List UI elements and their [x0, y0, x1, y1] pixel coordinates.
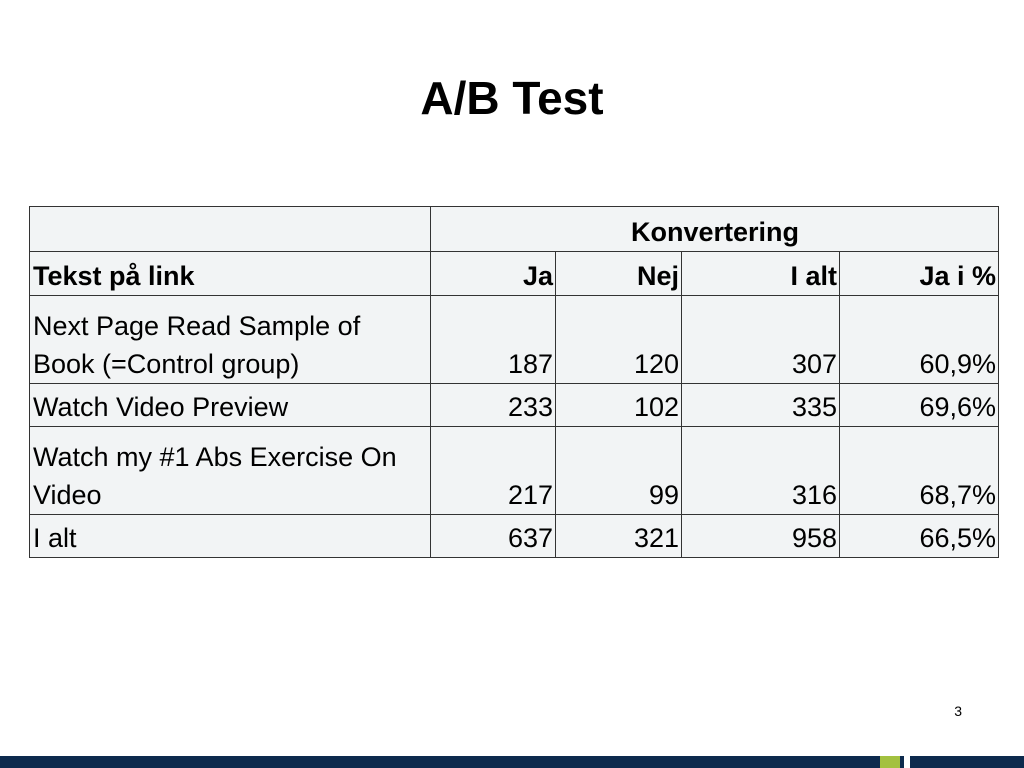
cell-i-alt: 307 — [682, 296, 840, 384]
row-label: Next Page Read Sample of Book (=Control group) — [30, 296, 431, 384]
cell-ja-pct: 60,9% — [840, 296, 999, 384]
group-header-konvertering: Konvertering — [431, 207, 999, 252]
footer-accent-square — [880, 756, 900, 768]
ab-test-table — [29, 206, 999, 558]
table-row — [30, 384, 999, 427]
column-header-ja: Ja — [431, 252, 556, 296]
table-row — [30, 427, 999, 515]
cell-i-alt: 316 — [682, 427, 840, 515]
column-header-ja-pct: Ja i % — [840, 252, 999, 296]
cell-nej: 102 — [556, 384, 682, 427]
cell-i-alt: 958 — [682, 515, 840, 558]
empty-header-cell — [30, 207, 431, 252]
cell-ja: 187 — [431, 296, 556, 384]
cell-nej: 99 — [556, 427, 682, 515]
row-label: I alt — [30, 515, 431, 558]
cell-ja: 217 — [431, 427, 556, 515]
table-row — [30, 296, 999, 384]
table-column-header-row — [30, 252, 999, 296]
cell-nej: 321 — [556, 515, 682, 558]
slide-title: A/B Test — [420, 72, 604, 124]
table-total-row — [30, 515, 999, 558]
cell-ja-pct: 69,6% — [840, 384, 999, 427]
row-label: Watch my #1 Abs Exercise On Video — [30, 427, 431, 515]
column-header-nej: Nej — [556, 252, 682, 296]
column-header-i-alt: I alt — [682, 252, 840, 296]
footer-divider-square — [904, 756, 910, 768]
cell-ja-pct: 66,5% — [840, 515, 999, 558]
cell-ja-pct: 68,7% — [840, 427, 999, 515]
table-group-header-row — [30, 207, 999, 252]
column-header-link-text: Tekst på link — [30, 252, 431, 296]
cell-i-alt: 335 — [682, 384, 840, 427]
row-label: Watch Video Preview — [30, 384, 431, 427]
cell-ja: 637 — [431, 515, 556, 558]
footer-bar — [0, 756, 1024, 768]
cell-nej: 120 — [556, 296, 682, 384]
page-number: 3 — [954, 703, 962, 719]
cell-ja: 233 — [431, 384, 556, 427]
